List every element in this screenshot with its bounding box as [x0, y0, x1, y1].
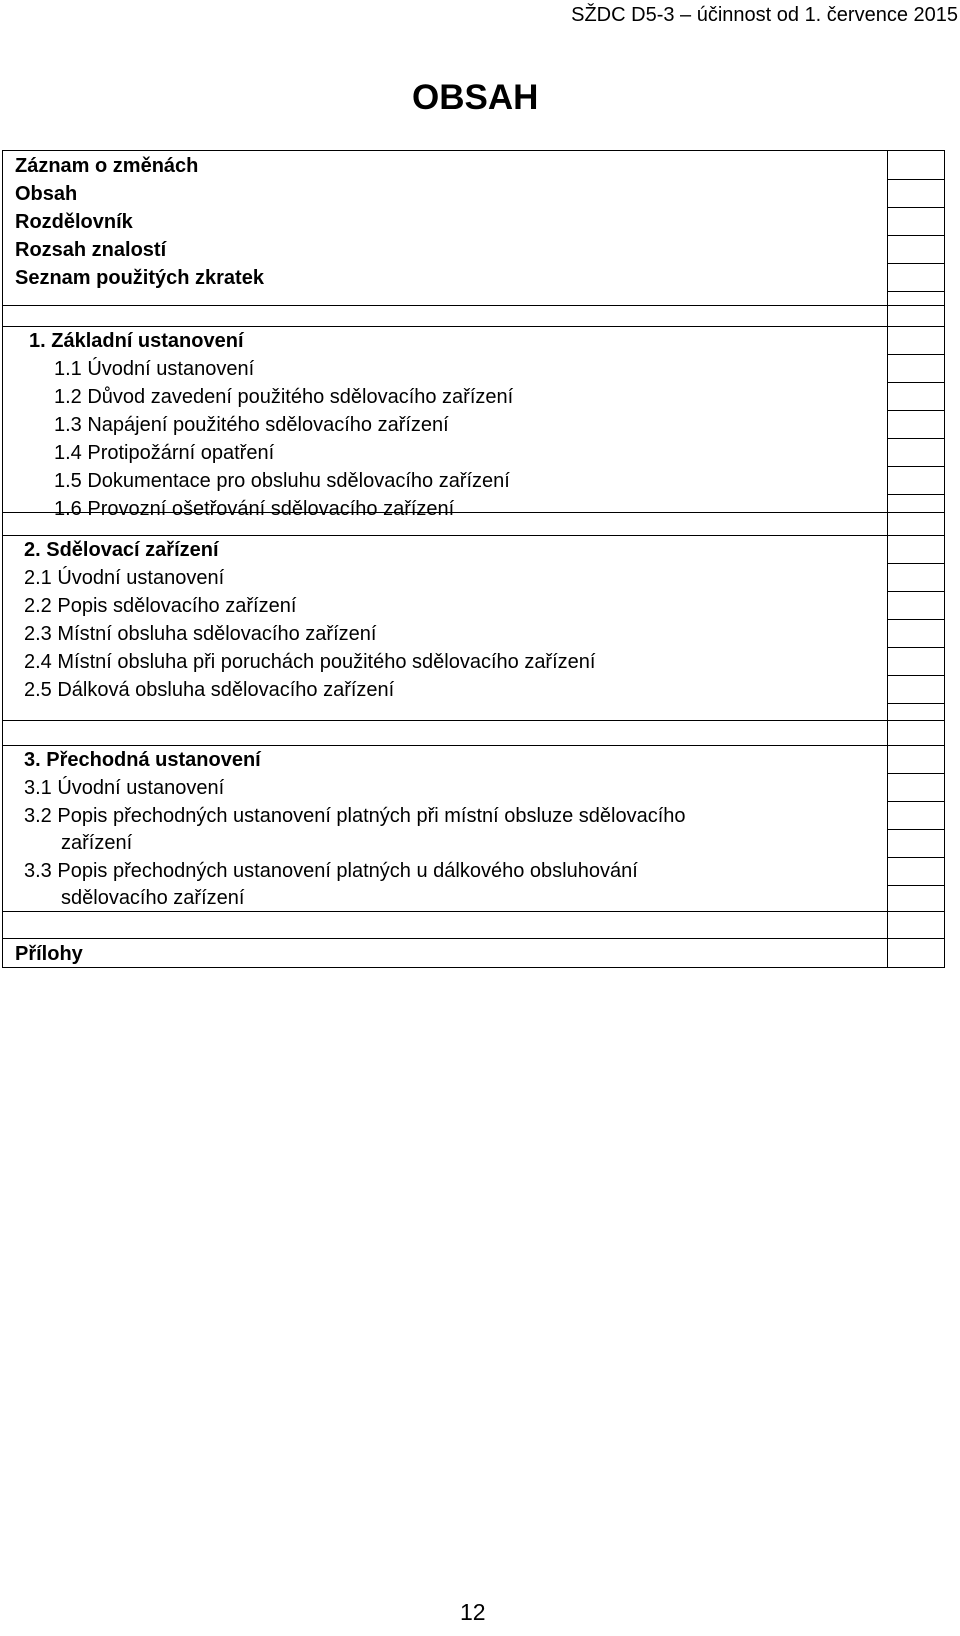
page-cell-divider	[887, 438, 944, 439]
toc-entry-appendices: Přílohy	[15, 943, 83, 965]
column-divider	[887, 151, 888, 967]
toc-entry-knowledge-scope: Rozsah znalostí	[15, 239, 167, 261]
page-cell-divider	[887, 563, 944, 564]
toc-item: 2.2 Popis sdělovacího zařízení	[24, 595, 297, 617]
toc-item: 1.5 Dokumentace pro obsluhu sdělovacího zařízení	[54, 470, 510, 492]
toc-item: 2.5 Dálková obsluha sdělovacího zařízení	[24, 679, 395, 701]
page-cell-divider	[887, 410, 944, 411]
page-cell-divider	[887, 829, 944, 830]
page-cell-divider	[887, 354, 944, 355]
toc-entry-abbreviations: Seznam použitých zkratek	[15, 267, 264, 289]
toc-item: 1.2 Důvod zavedení použitého sdělovacího zařízení	[54, 386, 514, 408]
toc-item-continuation: sdělovacího zařízení	[61, 887, 245, 909]
toc-section-heading: 2. Sdělovací zařízení	[24, 539, 219, 561]
row-divider	[3, 535, 887, 536]
row-divider	[3, 326, 887, 327]
page-cell-divider	[887, 675, 944, 676]
page-cell-divider	[887, 235, 944, 236]
page-title: OBSAH	[412, 78, 539, 117]
toc-section-heading: 3. Přechodná ustanovení	[24, 749, 261, 771]
toc-item: 1.3 Napájení použitého sdělovacího zařízení	[54, 414, 449, 436]
page-cell-divider	[887, 207, 944, 208]
page-cell-divider	[887, 512, 944, 513]
page-cell-divider	[887, 745, 944, 746]
row-divider	[3, 745, 887, 746]
row-divider	[3, 911, 887, 912]
page-cell-divider	[887, 703, 944, 704]
page-cell-divider	[887, 535, 944, 536]
page-cell-divider	[887, 179, 944, 180]
page-cell-divider	[887, 263, 944, 264]
toc-item: 3.1 Úvodní ustanovení	[24, 777, 225, 799]
toc-entry-changes-record: Záznam o změnách	[15, 155, 199, 177]
page-cell-divider	[887, 885, 944, 886]
toc-section-heading: 1. Základní ustanovení	[29, 330, 244, 352]
page-cell-divider	[887, 857, 944, 858]
page-cell-divider	[887, 466, 944, 467]
toc-entry-distribution: Rozdělovník	[15, 211, 133, 233]
toc-item: 2.3 Místní obsluha sdělovacího zařízení	[24, 623, 377, 645]
toc-item: 3.2 Popis přechodných ustanovení platných při místní obsluze sdělovacího	[24, 805, 686, 827]
page-cell-divider	[887, 291, 944, 292]
page-number: 12	[460, 1599, 486, 1625]
row-divider	[3, 720, 887, 721]
toc-item: 1.1 Úvodní ustanovení	[54, 358, 255, 380]
page-cell-divider	[887, 494, 944, 495]
toc-item: 2.1 Úvodní ustanovení	[24, 567, 225, 589]
page-cell-divider	[887, 591, 944, 592]
toc-item-continuation: zařízení	[61, 832, 133, 854]
page-cell-divider	[887, 938, 944, 939]
page-cell-divider	[887, 647, 944, 648]
page-cell-divider	[887, 326, 944, 327]
row-divider	[3, 938, 887, 939]
toc-item: 1.6 Provozní ošetřování sdělovacího zařízení	[54, 498, 455, 520]
page-cell-divider	[887, 801, 944, 802]
page-cell-divider	[887, 911, 944, 912]
toc-item: 2.4 Místní obsluha při poruchách použitého sdělovacího zařízení	[24, 651, 596, 673]
document-header: SŽDC D5-3 – účinnost od 1. července 2015	[571, 4, 958, 26]
page-cell-divider	[887, 382, 944, 383]
toc-item: 3.3 Popis přechodných ustanovení platných u dálkového obsluhování	[24, 860, 638, 882]
page-cell-divider	[887, 619, 944, 620]
table-of-contents	[2, 150, 945, 968]
row-divider	[3, 305, 887, 306]
toc-entry-contents: Obsah	[15, 183, 78, 205]
page-cell-divider	[887, 305, 944, 306]
page-cell-divider	[887, 773, 944, 774]
page-cell-divider	[887, 720, 944, 721]
toc-item: 1.4 Protipožární opatření	[54, 442, 275, 464]
